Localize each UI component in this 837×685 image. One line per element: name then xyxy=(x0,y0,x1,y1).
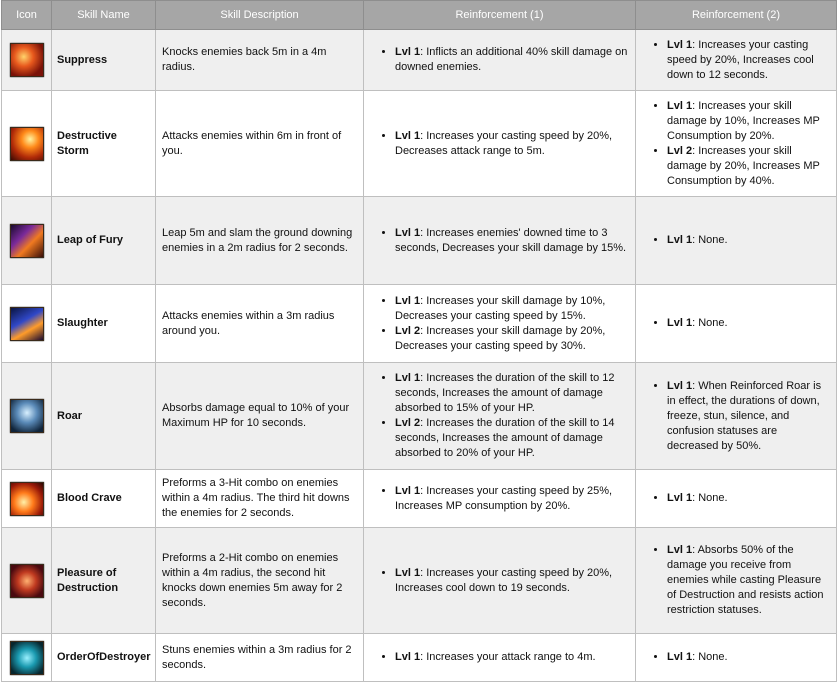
header-reinforcement-2: Reinforcement (2) xyxy=(636,1,837,30)
table-row xyxy=(2,285,837,363)
list-item: • Lvl 1: Increases your casting speed by 25%, Increases MP consumption by 20%. xyxy=(395,484,629,514)
skill-description: Attacks enemies within 6m in front of you. xyxy=(156,91,364,197)
reinforcement-2 xyxy=(636,197,837,285)
icon-cell xyxy=(2,30,52,91)
reinforcement-1 xyxy=(364,30,636,91)
skill-name: Roar xyxy=(52,363,156,470)
header-skill-name: Skill Name xyxy=(52,1,156,30)
header-skill-description: Skill Description xyxy=(156,1,364,30)
list-item: • Lvl 1: Increases your attack range to 4m. xyxy=(395,650,629,665)
header-reinforcement-1: Reinforcement (1) xyxy=(364,1,636,30)
table-row xyxy=(2,197,837,285)
destructive-storm-icon xyxy=(10,127,44,161)
list-item: • Lvl 1: None. xyxy=(667,491,830,506)
list-item: • Lvl 1: Increases your casting speed by 20%, Increases cool down to 12 seconds. xyxy=(667,38,830,83)
slaughter-icon xyxy=(10,307,44,341)
table-row xyxy=(2,91,837,197)
skill-name: Destructive Storm xyxy=(52,91,156,197)
list-item: • Lvl 1: When Reinforced Roar is in effect, the durations of down, freeze, stun, silence, and confusion statuses are decreased by 50%. xyxy=(667,379,830,454)
table-row xyxy=(2,363,837,470)
skill-description: Knocks enemies back 5m in a 4m radius. xyxy=(156,30,364,91)
list-item: • Lvl 1: Increases your skill damage by 10%, Decreases your casting speed by 15%. xyxy=(395,294,629,324)
pleasure-of-destruction-icon xyxy=(10,564,44,598)
skill-description: Preforms a 3-Hit combo on enemies within a 4m radius. The third hit downs the enemies for 2 seconds. xyxy=(156,470,364,528)
reinforcement-1 xyxy=(364,528,636,634)
skill-description: Absorbs damage equal to 10% of your Maximum HP for 10 seconds. xyxy=(156,363,364,470)
reinforcement-1 xyxy=(364,197,636,285)
skill-name: Slaughter xyxy=(52,285,156,363)
reinforcement-1 xyxy=(364,285,636,363)
table-row xyxy=(2,634,837,682)
list-item: • Lvl 1: Increases your casting speed by 20%, Increases cool down to 19 seconds. xyxy=(395,566,629,596)
icon-cell xyxy=(2,528,52,634)
header-icon: Icon xyxy=(2,1,52,30)
leap-of-fury-icon xyxy=(10,224,44,258)
skill-name: Suppress xyxy=(52,30,156,91)
skill-name: Pleasure of Destruction xyxy=(52,528,156,634)
table-row xyxy=(2,528,837,634)
list-item: • Lvl 1: Increases enemies' downed time to 3 seconds, Decreases your skill damage by 15%. xyxy=(395,226,629,256)
list-item: • Lvl 1: None. xyxy=(667,233,830,248)
skill-name: OrderOfDestroyer xyxy=(52,634,156,682)
reinforcement-2 xyxy=(636,285,837,363)
skill-name: Blood Crave xyxy=(52,470,156,528)
skill-description: Attacks enemies within a 3m radius around you. xyxy=(156,285,364,363)
list-item: • Lvl 1: Inflicts an additional 40% skill damage on downed enemies. xyxy=(395,45,629,75)
list-item: • Lvl 1: Absorbs 50% of the damage you receive from enemies while casting Pleasure of Destruction and resists action restriction statuses. xyxy=(667,543,830,618)
table-row xyxy=(2,470,837,528)
header-row xyxy=(2,1,837,30)
reinforcement-2 xyxy=(636,91,837,197)
icon-cell xyxy=(2,634,52,682)
suppress-icon xyxy=(10,43,44,77)
reinforcement-1 xyxy=(364,363,636,470)
icon-cell xyxy=(2,197,52,285)
icon-cell xyxy=(2,470,52,528)
reinforcement-1 xyxy=(364,470,636,528)
list-item: • Lvl 1: Increases your casting speed by 20%, Decreases attack range to 5m. xyxy=(395,129,629,159)
list-item: • Lvl 1: None. xyxy=(667,316,830,331)
blood-crave-icon xyxy=(10,482,44,516)
list-item: • Lvl 2: Increases the duration of the skill to 14 seconds, Increases the amount of damage absorbed to 20% of your HP. xyxy=(395,416,629,461)
skill-description: Preforms a 2-Hit combo on enemies within a 4m radius, the second hit knocks down enemies 5m away for 2 seconds. xyxy=(156,528,364,634)
order-of-destroyer-icon xyxy=(10,641,44,675)
table-row xyxy=(2,30,837,91)
list-item: • Lvl 1: None. xyxy=(667,650,830,665)
reinforcement-2 xyxy=(636,634,837,682)
reinforcement-2 xyxy=(636,363,837,470)
list-item: • Lvl 1: Increases the duration of the skill to 12 seconds, Increases the amount of damage absorbed to 15% of your HP. xyxy=(395,371,629,416)
reinforcement-2 xyxy=(636,528,837,634)
icon-cell xyxy=(2,91,52,197)
skill-description: Leap 5m and slam the ground downing enemies in a 2m radius for 2 seconds. xyxy=(156,197,364,285)
reinforcement-2 xyxy=(636,30,837,91)
reinforcement-1 xyxy=(364,634,636,682)
icon-cell xyxy=(2,285,52,363)
list-item: • Lvl 2: Increases your skill damage by 20%, Decreases your casting speed by 30%. xyxy=(395,324,629,354)
list-item: • Lvl 2: Increases your skill damage by 20%, Increases MP Consumption by 40%. xyxy=(667,144,830,189)
skills-table xyxy=(1,0,837,682)
skill-name: Leap of Fury xyxy=(52,197,156,285)
icon-cell xyxy=(2,363,52,470)
list-item: • Lvl 1: Increases your skill damage by 10%, Increases MP Consumption by 20%. xyxy=(667,99,830,144)
skill-description: Stuns enemies within a 3m radius for 2 seconds. xyxy=(156,634,364,682)
reinforcement-2 xyxy=(636,470,837,528)
roar-icon xyxy=(10,399,44,433)
reinforcement-1 xyxy=(364,91,636,197)
